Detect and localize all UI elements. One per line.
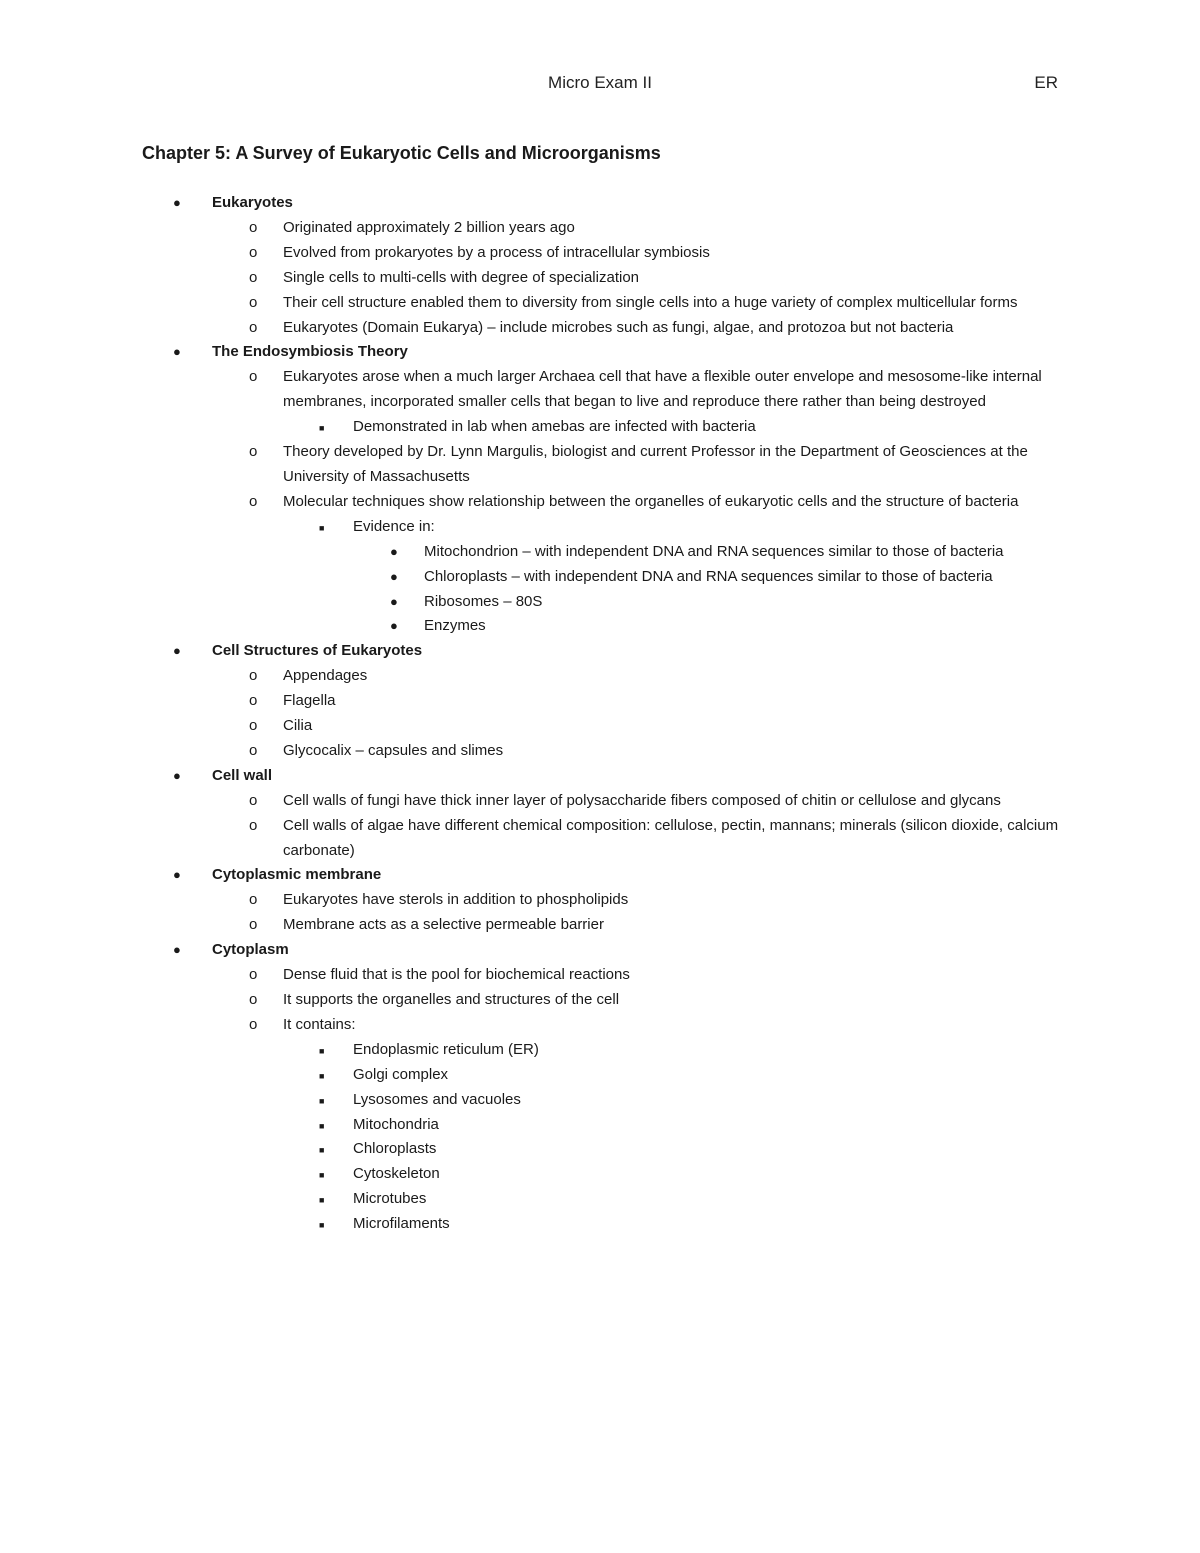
outline-item-text: Microtubes	[353, 1190, 427, 1208]
outline-item-text: The Endosymbiosis Theory	[212, 343, 408, 361]
circle-bullet-icon: o	[249, 741, 258, 759]
outline-item-text: Chloroplasts	[353, 1140, 437, 1158]
circle-bullet-icon: o	[249, 293, 258, 311]
bullet-icon: ●	[173, 195, 181, 210]
outline-item-text: Eukaryotes arose when a much larger Archaea cell that have a flexible outer envelope and mesosome-like internal membranes, incorporated smaller cells that began to live and reproduce there rather than being destroyed	[283, 368, 1042, 411]
circle-bullet-icon: o	[249, 218, 258, 236]
circle-bullet-icon: o	[249, 991, 258, 1008]
outline-item-level-2	[0, 888, 1200, 913]
outline-item-text: It supports the organelles and structures of the cell	[283, 991, 620, 1008]
outline-item-level-2	[0, 365, 1200, 415]
outline-item-text: Cell wall	[212, 766, 273, 784]
outline-item-level-3	[0, 1038, 1200, 1063]
outline-item-level-4	[0, 590, 1200, 615]
circle-bullet-icon: o	[249, 816, 258, 834]
bullet-icon: ●	[390, 543, 398, 559]
square-bullet-icon: ■	[319, 1145, 325, 1156]
outline-item-text: Cell walls of algae have different chemical composition: cellulose, pectin, mannans; minerals (silicon dioxide, calcium carbonate)	[283, 816, 1059, 859]
outline-item-level-3	[0, 1137, 1200, 1162]
bullet-icon: ●	[390, 568, 398, 584]
outline-item-level-2	[0, 266, 1200, 291]
outline-item-level-3	[0, 1187, 1200, 1212]
circle-bullet-icon: o	[249, 492, 258, 510]
outline-item-level-1	[0, 340, 1200, 365]
bullet-icon: ●	[173, 867, 181, 883]
outline-item-level-2	[0, 814, 1200, 864]
notes-outline	[0, 191, 1200, 1237]
outline-item-text: Single cells to multi-cells with degree of specialization	[283, 268, 640, 286]
outline-item-level-3	[0, 1212, 1200, 1237]
outline-item-level-4	[0, 614, 1200, 639]
circle-bullet-icon: o	[249, 916, 258, 934]
outline-item-text: Cell Structures of Eukaryotes	[212, 642, 423, 660]
outline-item-level-2	[0, 714, 1200, 739]
outline-item-level-2	[0, 913, 1200, 938]
circle-bullet-icon: o	[249, 318, 258, 336]
outline-item-level-2	[0, 316, 1200, 341]
circle-bullet-icon: o	[249, 1015, 258, 1033]
outline-item-text: Cytoplasm	[212, 941, 289, 959]
outline-item-text: Theory developed by Dr. Lynn Margulis, biologist and current Professor in the Department of Geosciences at the University of Massachusetts	[283, 443, 1028, 485]
outline-item-level-2	[0, 739, 1200, 764]
page-header-initials: ER	[1034, 73, 1058, 92]
outline-item-text: Demonstrated in lab when amebas are infected with bacteria	[353, 418, 756, 436]
circle-bullet-icon: o	[249, 443, 258, 461]
outline-item-level-2	[0, 689, 1200, 714]
circle-bullet-icon: o	[249, 243, 258, 261]
outline-item-level-2	[0, 988, 1200, 1013]
chapter-title: Chapter 5: A Survey of Eukaryotic Cells and Microorganisms	[142, 143, 661, 163]
outline-item-text: Originated approximately 2 billion years ago	[283, 218, 575, 236]
bullet-icon: ●	[173, 767, 181, 783]
outline-item-level-2	[0, 241, 1200, 266]
outline-item-text: Membrane acts as a selective permeable barrier	[283, 916, 604, 934]
outline-item-text: Evolved from prokaryotes by a process of intracellular symbiosis	[283, 243, 710, 261]
outline-item-level-3	[0, 1063, 1200, 1088]
outline-item-level-2	[0, 963, 1200, 988]
outline-item-level-2	[0, 440, 1200, 490]
outline-item-text: Cell walls of fungi have thick inner layer of polysaccharide fibers composed of chitin or cellulose and glycans	[283, 791, 1001, 809]
bullet-icon: ●	[173, 643, 181, 659]
outline-item-level-2	[0, 216, 1200, 241]
outline-item-text: Endoplasmic reticulum (ER)	[353, 1040, 539, 1058]
bullet-icon: ●	[173, 344, 181, 360]
outline-item-level-2	[0, 664, 1200, 689]
bullet-icon: ●	[173, 942, 181, 958]
outline-item-text: Enzymes	[424, 617, 486, 635]
outline-item-level-1	[0, 863, 1200, 888]
circle-bullet-icon: o	[249, 368, 258, 386]
outline-item-level-1	[0, 764, 1200, 789]
square-bullet-icon: ■	[319, 1170, 325, 1181]
outline-item-text: Eukaryotes (Domain Eukarya) – include microbes such as fungi, algae, and protozoa but not bacteria	[283, 318, 954, 336]
outline-item-text: Their cell structure enabled them to diversity from single cells into a huge variety of complex multicellular forms	[283, 293, 1018, 311]
circle-bullet-icon: o	[249, 966, 258, 984]
page-header-title: Micro Exam II	[548, 73, 652, 92]
outline-item-level-4	[0, 540, 1200, 565]
outline-item-text: Appendages	[283, 667, 368, 685]
outline-item-level-2	[0, 789, 1200, 814]
outline-item-text: Eukaryotes have sterols in addition to phospholipids	[283, 891, 629, 909]
outline-item-text: Evidence in:	[353, 517, 435, 535]
outline-item-text: Cilia	[283, 717, 313, 735]
outline-item-text: Ribosomes – 80S	[424, 592, 543, 610]
outline-item-level-3	[0, 1162, 1200, 1187]
circle-bullet-icon: o	[249, 891, 258, 909]
circle-bullet-icon: o	[249, 268, 258, 286]
square-bullet-icon: ■	[319, 522, 325, 533]
outline-item-text: Microfilaments	[353, 1215, 450, 1233]
square-bullet-icon: ■	[319, 423, 325, 434]
outline-item-text: Eukaryotes	[212, 194, 293, 211]
circle-bullet-icon: o	[249, 791, 258, 809]
outline-item-level-1	[0, 938, 1200, 963]
outline-item-level-2	[0, 291, 1200, 316]
square-bullet-icon: ■	[319, 1220, 325, 1231]
circle-bullet-icon: o	[249, 717, 258, 735]
outline-item-text: Mitochondria	[353, 1115, 439, 1133]
outline-item-text: Mitochondrion – with independent DNA and RNA sequences similar to those of bacteria	[424, 542, 1004, 560]
outline-item-text: Chloroplasts – with independent DNA and RNA sequences similar to those of bacteria	[424, 567, 993, 585]
outline-item-level-1	[0, 639, 1200, 664]
bullet-icon: ●	[390, 593, 398, 609]
circle-bullet-icon: o	[249, 667, 258, 685]
outline-item-level-3	[0, 515, 1200, 540]
outline-item-level-4	[0, 565, 1200, 590]
outline-item-level-3	[0, 415, 1200, 440]
outline-item-text: Dense fluid that is the pool for biochemical reactions	[283, 966, 630, 984]
outline-item-text: Cytoplasmic membrane	[212, 866, 382, 884]
square-bullet-icon: ■	[319, 1120, 325, 1131]
outline-item-level-1	[0, 191, 1200, 216]
bullet-icon: ●	[390, 618, 398, 634]
outline-item-text: Lysosomes and vacuoles	[353, 1090, 521, 1108]
square-bullet-icon: ■	[319, 1045, 325, 1056]
outline-item-text: Glycocalix – capsules and slimes	[283, 741, 504, 759]
outline-item-level-2	[0, 1013, 1200, 1038]
outline-item-text: Golgi complex	[353, 1065, 449, 1083]
square-bullet-icon: ■	[319, 1195, 325, 1206]
outline-item-text: It contains:	[283, 1015, 356, 1033]
circle-bullet-icon: o	[249, 692, 258, 710]
outline-item-text: Flagella	[283, 692, 336, 710]
outline-item-text: Molecular techniques show relationship between the organelles of eukaryotic cells and the structure of bacteria	[283, 492, 1019, 510]
square-bullet-icon: ■	[319, 1070, 325, 1081]
outline-item-text: Cytoskeleton	[353, 1165, 440, 1183]
square-bullet-icon: ■	[319, 1095, 325, 1106]
outline-item-level-3	[0, 1088, 1200, 1113]
outline-item-level-2	[0, 490, 1200, 515]
outline-item-level-3	[0, 1113, 1200, 1138]
